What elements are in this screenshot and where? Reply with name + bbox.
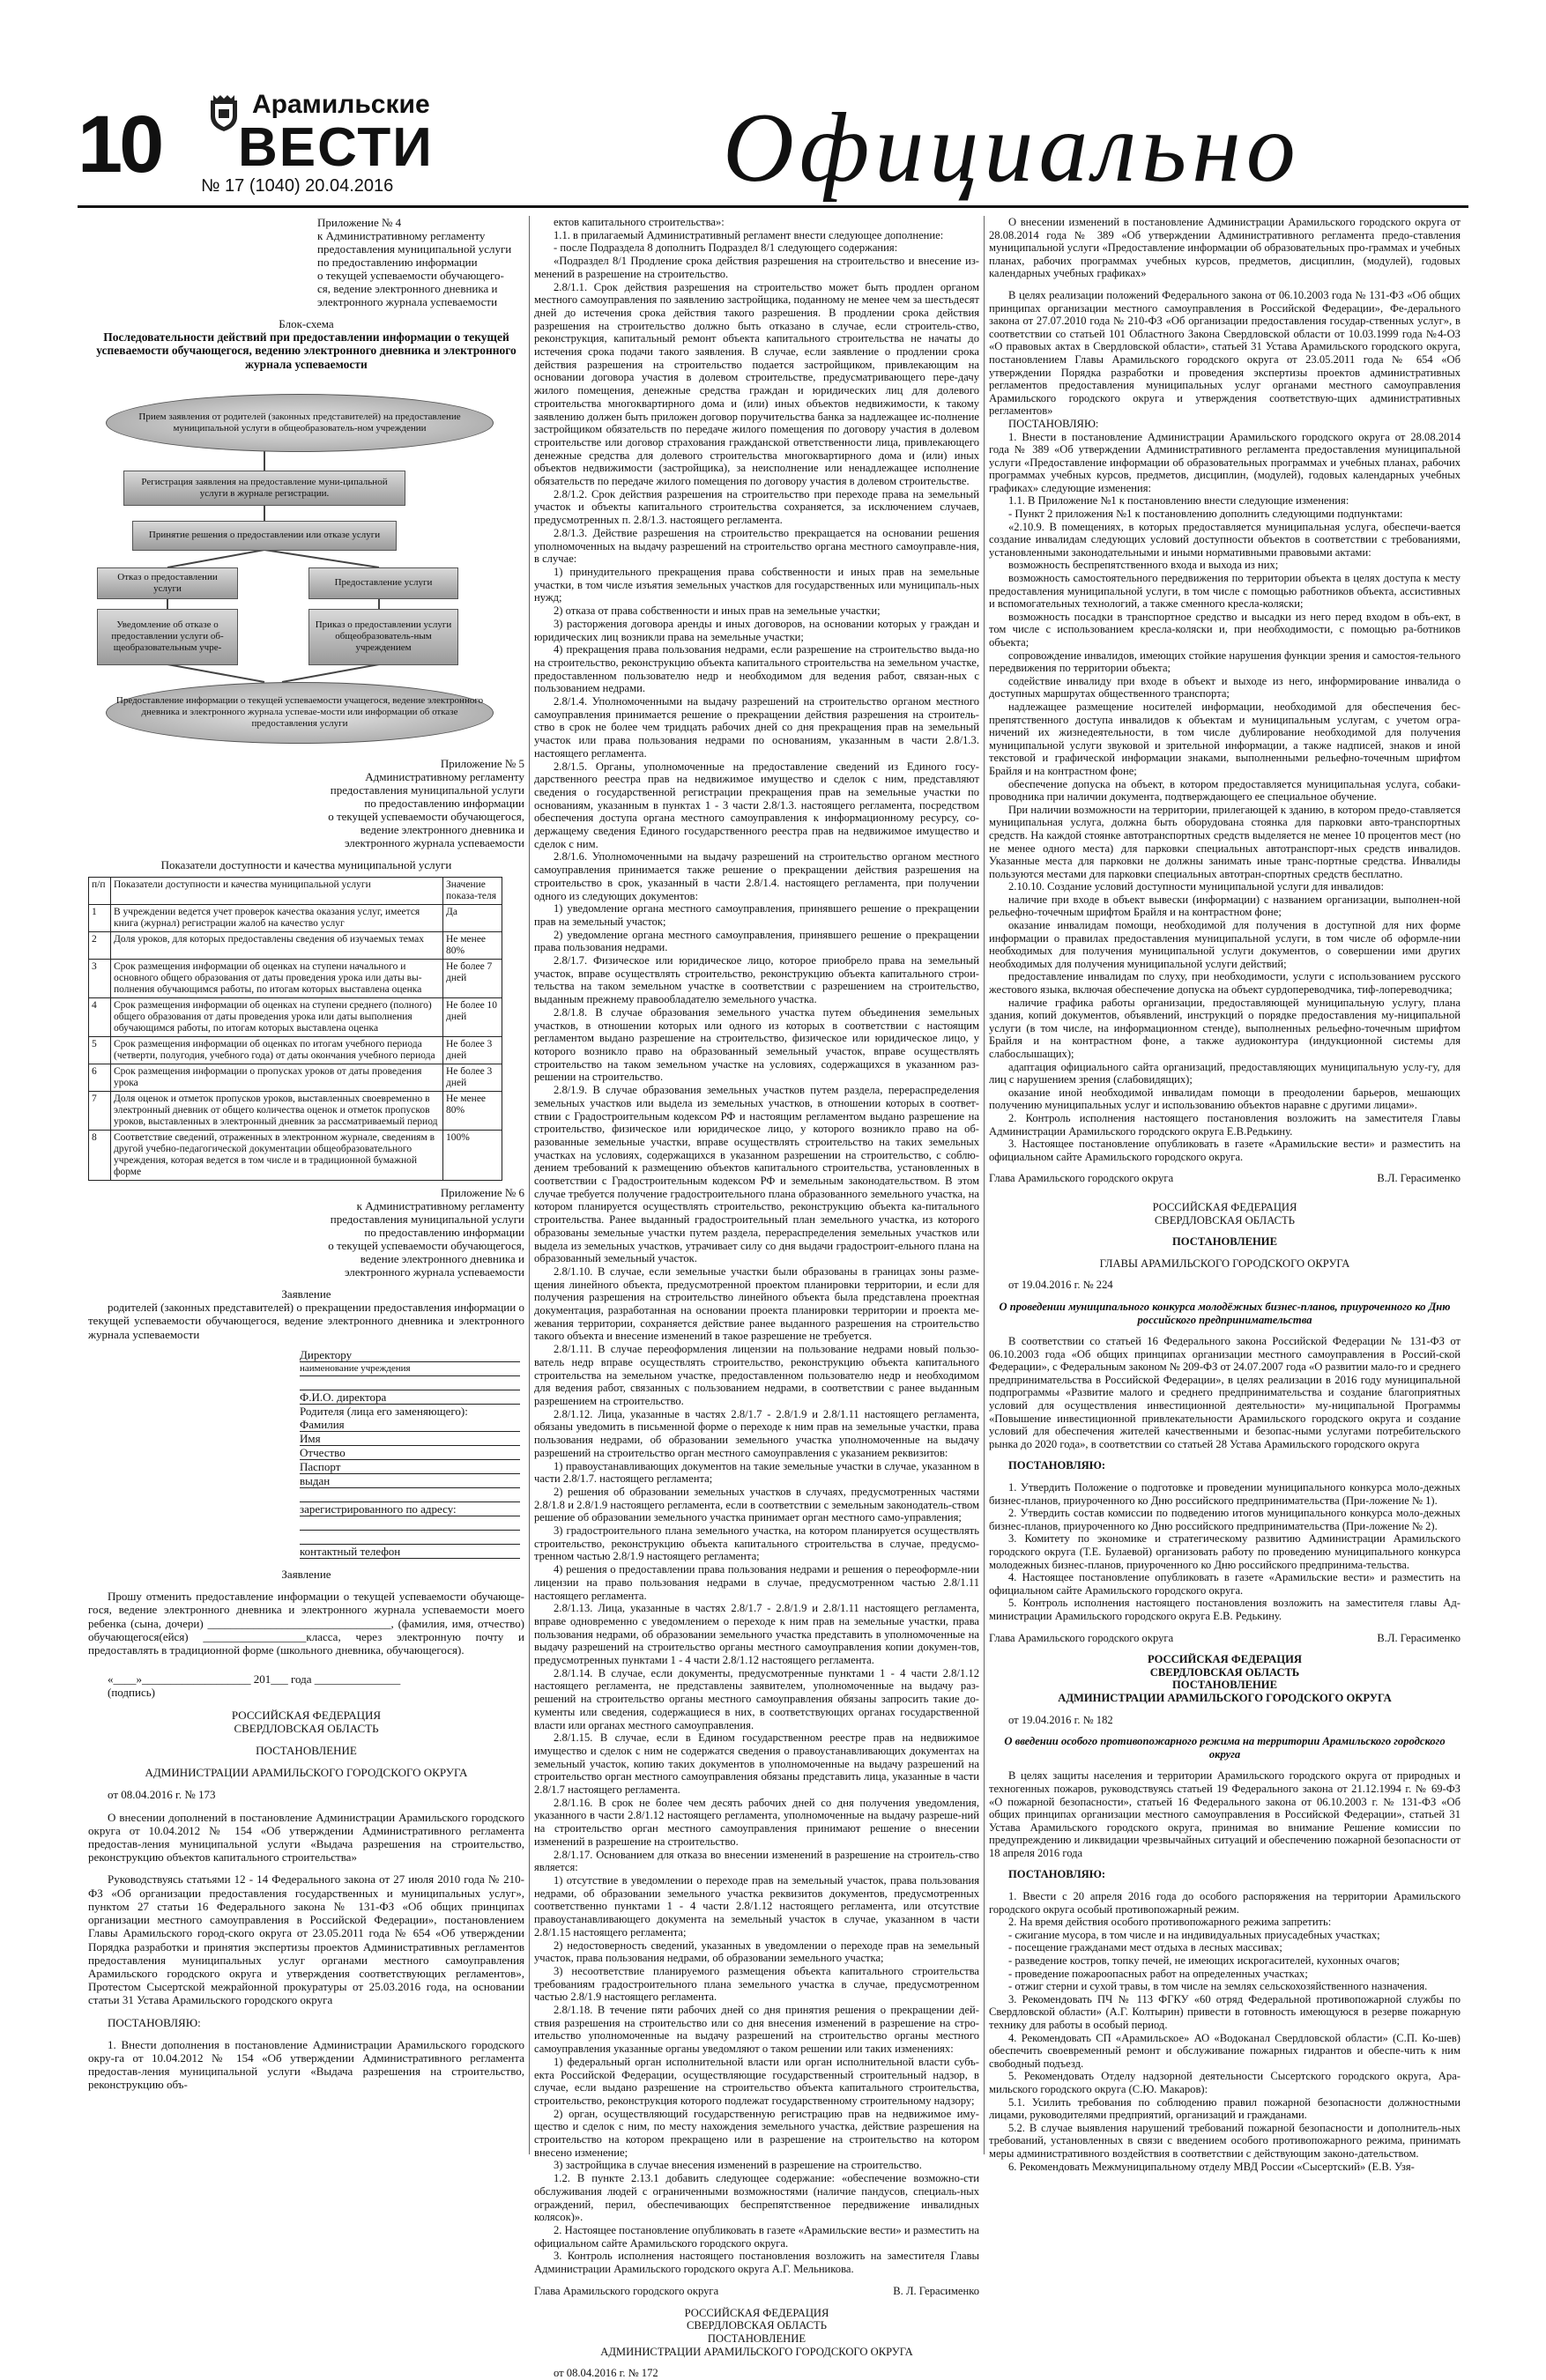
paragraph: 2.8/1.9. В случае образования земельных участков путем раздела, перераспределения земельных участков или выдела из земельных участков, в отношении которых в соответ-ствии с Градостроительным кодексом РФ и настоящим регламентом выдано разрешение на строительство, физическое или юридическое лицо, у которого возникло право на об-разованные земельные участки, вправе осуществлять строительство на таких земельных участках на условиях, содержащихся в указанном разрешении на строительство, с соблю-дением требований к размещению объектов капитального строительства, установленных в соответствии с Градостроительным кодексом РФ и земельным законодательством. В этом случае требуется получение градостроительного плана образованного земельного участка, на котором планируется осуществлять строительство, реконструкцию объекта ка-питального строительства. Ранее выданный градостроительный план земельного участка, из которого образованы земельные участки путем раздела, перераспределения земельных участков или выдела из земельных участков, утрачивает силу со дня выдачи градостроит-ельного плана на образованный земельный участок. bbox=[534, 1084, 979, 1265]
decree-body: В целях защиты населения и территории Арамильского городского округа от природных и техногенных пожаров, руководствуясь статьей 19 Федерального закона от 21.12.1994 г. № 69-ФЗ «О пожарной безопасности», статьей 16 Федерального закона от 06.10.2003 г. № 131-ФЗ «Об общих принципах организации местного самоуправления в Российской Федерации», статьей 31 Устава Арамильского городского округа, принимая во внимание Решение комиссии по предупреждению и ликвидации чрезвычайных ситуаций и обеспечению пожарной безопасности от 18 апреля 2016 года bbox=[989, 1769, 1461, 1859]
text-line: предоставления муниципальной услуги bbox=[330, 1212, 524, 1227]
paragraph: 1.2. В пункте 2.13.1 добавить следующее содержание: «обеспечение возможно-сти обслуживания людей с ограниченными возможностями (наличие пандусов, специаль-ных ограждений, перил, обеспечивающих беспрепятственное передвижение инвалидных колясок)». bbox=[534, 2172, 979, 2224]
paragraph: наличие при входе в объект вывески (информации) с названием организации, выполнен-ной рельефно-точечным шрифтом Брайля и на контрастном фоне; bbox=[989, 893, 1461, 919]
table-cell: 6 bbox=[89, 1064, 111, 1092]
table-cell: Не более 10 дней bbox=[443, 998, 502, 1037]
decree-title: О внесении изменений в постановление Администрации Арамильского городского округа от 28.08.2014 года № 389 «Об утверждении Административного регламента предо-ставления муниципальной услуги «Предоставление информации об образовательных про-граммах и учебных планах, рабочих программах учебных курсов, предметов, дисциплин, (модулей), годовых календарных учебных графиках» bbox=[989, 216, 1461, 280]
paragraph: 2.10.10. Создание условий доступности муниципальной услуги для инвалидов: bbox=[1008, 880, 1384, 893]
paragraph: возможность самостоятельного передвижения по территории объекта в целях доступа к месту предоставления муниципальной услуги, в том числе с помощью работников объекта, ассистивных и вспомогательных технологий, а также сменного кресла-коляски; bbox=[989, 572, 1461, 611]
table-cell: Доля уроков, для которых предоставлены сведения об изучаемых темах bbox=[111, 932, 443, 960]
paragraph: 1) уведомление органа местного самоуправления, принявшего решение о прекращении прав на земельный участок; bbox=[534, 902, 979, 928]
paper-name-top: Арамильские bbox=[252, 90, 430, 119]
paper-name-main: ВЕСТИ bbox=[238, 117, 434, 178]
paragraph: 2) орган, осуществляющий государственную регистрацию прав на недвижимое иму-щество и сделок с ним, по месту нахождения земельного участка, действие разрешения на строительство на котором прекращено или в разрешение на строительство на котором внесено изменение; bbox=[534, 2107, 979, 2159]
decree-body: В соответствии со статьей 16 Федерального закона Российской Федерации № 131-ФЗ от 06.10.2003 года «Об общих принципах организации местного самоуправления в Россий-ской Федерации», с Федеральным законом № 209-ФЗ от 24.07.2007 года «О развитии мало-го и среднего предпринимательства в Российской Федерации», в целях реализации в 2016 году муниципальной подпрограммы «Развитие малого и среднего предпринимательства и создание благоприятных условий для осуществления инвестиционной деятельности» му-ниципальной Программы «Повышение инвестиционной привлекательности Арамильского городского округа и создание условий для обеспечения жителей качественными и безопас-ными услугами потребительского рынка до 2020 года», в соответствии со статьей 28 Устава Арамильского городского округа bbox=[989, 1335, 1461, 1450]
paragraph: 2) отказа от права собственности и иных прав на земельные участки; bbox=[554, 604, 881, 618]
application-intro: родителей (законных представителей) о прекращении предоставления информации о текущей успеваемости обучающегося, ведение электронного дневника и электронного журнала успеваемости bbox=[88, 1301, 524, 1341]
decree-item: - проведение пожароопасных работ на определенных участках; bbox=[1008, 1967, 1308, 1980]
text-line: электронного журнала успеваемости bbox=[317, 295, 498, 308]
paragraph: оказание иной необходимой инвалидам помощи в преодолении барьеров, мешающих получению муниципальных услуг и использованию объектов наравне с другими лицами». bbox=[989, 1086, 1461, 1112]
paragraph: содействие инвалиду при входе в объект и выходе из него, информирование инвалида о доступных маршрутах общественного транспорта; bbox=[989, 674, 1461, 701]
form-line: Родителя (лица его заменяющего): bbox=[300, 1404, 468, 1418]
paragraph: 1. Внести в постановление Администрации Арамильского городского округа от 28.08.2014 года № 389 «Об утверждении Административного регламента предоставления муниципальной услуги «Предоставление информации об образовательных программах и учебных планах, рабочих программах учебных курсов, предметов, дисциплин, (модулей), годовых календарных учебных графиках» следующие изменения: bbox=[989, 430, 1461, 494]
decree-country: РОССИЙСКАЯ ФЕДЕРАЦИЯ bbox=[684, 2306, 829, 2319]
table-row bbox=[89, 932, 502, 960]
table-cell: Срок размещения информации об оценках по итогам учебного периода (четверти, полугодия, учебного года) от даты окончания учебного периода bbox=[111, 1037, 443, 1064]
paragraph: 2. Контроль исполнения настоящего постановления возложить на заместителя Главы Администрации Арамильского городского округа Е.В.Редькину. bbox=[989, 1111, 1461, 1138]
table-cell: Соответствие сведений, отраженных в электронном журнале, сведениям в другой учебно-педагогической документации общеобразовательного учреждения, которая ведется в том числе и в традиционной бумажной форме bbox=[111, 1131, 443, 1181]
flowchart bbox=[88, 378, 524, 748]
paragraph: ектов капитального строительства»: bbox=[554, 216, 725, 228]
form-line: Директору bbox=[300, 1348, 520, 1362]
decree-body: Руководствуясь статьями 12 - 14 Федерального закона от 27 июля 2010 года № 210-ФЗ «Об организации предоставления государственных и муниципальных услуг», пунктом 27 статьи 16 Федерального закона № 131-ФЗ «Об общих принципах организации местного самоуправления в Российской Федерации», постановлением Главы Арамильского город-ского округа от 23.05.2011 года № 654 «Об утверждении Порядка разработки и принятия экспертизы проектов Административных регламентов предоставления муниципальных услуг органами местного самоуправления Арамильского городского округа и утверждения соответствующих регламентов», Протестом Сысертской межрайонной прокуратуры от 25.03.2016 года, на основании статьи 31 Устава Арамильского городского округа bbox=[88, 1872, 524, 2007]
form-line bbox=[300, 1376, 520, 1390]
text-line: по предоставлению информации bbox=[364, 1226, 524, 1240]
paragraph: 1) правоустанавливающих документов на такие земельные участки в случае, указанном в части 2.8/1.7. настоящего регламента; bbox=[534, 1459, 979, 1486]
text-line: по предоставлению информации bbox=[364, 796, 524, 810]
paragraph: 1.1. В Приложение №1 к постановлению внести следующие изменения: bbox=[1008, 494, 1349, 508]
decree-country: РОССИЙСКАЯ ФЕДЕРАЦИЯ bbox=[1147, 1653, 1303, 1666]
flow-step-order: Приказ о предоставлении услуги общеобразователь-ным учреждением bbox=[308, 609, 458, 665]
scheme-title: Последовательности действий при предоставлении информации о текущей успеваемости обучающегося, ведению электронного дневника и электронного журнала успеваемости bbox=[96, 330, 517, 371]
paragraph: наличие графика работы организации, предоставляющей муниципальную услугу, плана здания, копий документов, объявлений, инструкций о порядке предоставления му-ниципальной услуги (в том числе, на информационном стенде), выполненных рельефно-точечным шрифтом Брайля и на контрастном фоне, а также аудиоконтура (индукционной системы для слабослышащих); bbox=[989, 996, 1461, 1060]
decree-type: ПОСТАНОВЛЕНИЕ bbox=[707, 2332, 806, 2345]
signature-role: Глава Арамильского городского округа bbox=[989, 1631, 1174, 1644]
paragraph: 2.8/1.8. В случае образования земельного участка путем объединения земельных участков, в отношении которых или одного из которых в соответствии с настоящим регламентом выдано разрешение на строительство, физическое или юридическое лицо, у которого возникло право на образованный земельный участок, вправе осуществлять строительство на таком земельном участке на условиях, содержащихся в указанном раз-решении на строительство. bbox=[534, 1005, 979, 1084]
paragraph: 3) градостроительного плана земельного участка, на котором планируется осуществлять строительство, реконструкцию объекта капитального строительства в случае, предусмо-тренном частью 2.8/1.9 настоящего регламента; bbox=[534, 1524, 979, 1563]
decree-item: 2. На время действия особого противопожарного режима запретить: bbox=[1008, 1916, 1332, 1929]
decree-item: 3. Комитету по экономике и стратегическому развитию Администрации Арамильского городского округа (Т.Е. Булаевой) организовать работу по проведению муниципального конкурса молодежных бизнес-планов, приуроченного ко Дню российского предпринима-тельства. bbox=[989, 1532, 1461, 1571]
form-line: контактный телефон bbox=[300, 1545, 520, 1559]
paragraph: 2.8/1.12. Лица, указанные в частях 2.8/1.7 - 2.8/1.9 и 2.8/1.11 настоящего регламента, обязаны уведомить в письменной форме о переходе к ним прав на земельные участки, права пользования недрами, об образовании земельного участка уполномоченные на выдачу разрешений на строительство орган местного самоуправления с указанием реквизитов: bbox=[534, 1407, 979, 1459]
table-cell: 8 bbox=[89, 1131, 111, 1181]
table-header-cell: Показатели доступности и качества муниципальной услуги bbox=[111, 878, 443, 905]
paragraph: 2) уведомление органа местного самоуправления, принявшего решение о прекращении права пользования недрами. bbox=[534, 928, 979, 954]
table-cell: 100% bbox=[443, 1131, 502, 1181]
signature-name: В.Л. Герасименко bbox=[1377, 1172, 1461, 1185]
signature-name: В. Л. Герасименко bbox=[893, 2284, 979, 2297]
text-line: ся, ведение электронного дневника и bbox=[317, 282, 498, 295]
paragraph: возможность посадки в транспортное средство и высадки из него перед входом в объ-ект, в том числе с использованием кресла-коляски и, при необходимости, с помощью ра-ботников объекта; bbox=[989, 610, 1461, 649]
paragraph: надлежащее размещение носителей информации, необходимой для обеспечения бес-препятственного доступа инвалидов к объектам и муниципальным услугам, с учетом огра-ничений их жизнедеятельности, в том числе дублирование необходимой для получения муниципальной услуги звуковой и зрительной информации, а также надписей, знаков и иной текстовой и графической информации знаками, выполненными рельефно-точечным шрифтом Брайля и на контрастном фоне; bbox=[989, 700, 1461, 777]
form-line: Имя bbox=[300, 1432, 520, 1446]
paragraph: оказание инвалидам помощи, необходимой для получения в доступной для них форме информации о правилах предоставления муниципальной услуги, в том числе об оформле-нии необходимых для получения муниципальной услуги документов, о совершении ими других необходимых для получения муниципальной услуги действий; bbox=[989, 919, 1461, 970]
decree-type: ПОСТАНОВЛЕНИЕ bbox=[256, 1744, 357, 1758]
signature-line bbox=[534, 2285, 979, 2298]
decree-type: ПОСТАНОВЛЕНИЕ bbox=[1172, 1235, 1277, 1249]
issue-number: № 17 (1040) 20.04.2016 bbox=[201, 176, 394, 196]
decree-item: 2. Утвердить состав комиссии по подведению итогов муниципального конкурса моло-дежных бизнес-планов, приуроченного ко Дню российского предпринимательства (При-ложение № 2). bbox=[989, 1507, 1461, 1532]
date-line: «____»___________________ 201___ года _______________ bbox=[108, 1672, 401, 1687]
signature-role: Глава Арамильского городского округа bbox=[989, 1172, 1174, 1185]
decree-region: СВЕРДЛОВСКАЯ ОБЛАСТЬ bbox=[234, 1721, 379, 1735]
paragraph: 2) недостоверность сведений, указанных в уведомлении о переходе прав на земельный участок, права пользования недрами, об образовании земельного участка; bbox=[534, 1939, 979, 1965]
text-line: ведение электронного дневника и bbox=[360, 822, 524, 836]
decree-item: - разведение костров, топку печей, не имеющих искрогасителей, кухонных очагов; bbox=[1008, 1954, 1401, 1968]
decree-authority: АДМИНИСТРАЦИИ АРАМИЛЬСКОГО ГОРОДСКОГО ОКРУГА bbox=[600, 2345, 913, 2358]
paragraph: 2.8/1.4. Уполномоченными на выдачу разрешений на строительство органом местного самоуправления принимается решение о прекращении действия разрешения на строитель-ство в срок не более чем тридцать рабочих дней со дня прекращения прав на земельный участок или права пользования недрами по основаниям, указанным в части 2.8/1.3. настоящего регламента. bbox=[534, 695, 979, 760]
paragraph: 2.8/1.6. Уполномоченными на выдачу разрешений на строительство органом местного самоуправления принимается также решение о прекращении действия разрешения на строительство в срок, указанный в части 2.8/1.4. настоящего регламента, при получении одного из следующих документов: bbox=[534, 850, 979, 902]
appendix-4-heading bbox=[317, 216, 524, 308]
signature-line bbox=[989, 1172, 1461, 1185]
table-cell: Срок размещения информации об оценках на ступени начального и основного общего образования от даты проведения урока или даты вы-полнения обучающимся работы, по итогам которых выставлена оценка bbox=[111, 960, 443, 998]
form-line: Ф.И.О. директора bbox=[300, 1390, 520, 1405]
text-line: Приложение № 4 bbox=[317, 216, 402, 229]
paragraph: 3) застройщика в случае внесения изменений в разрешение на строительство. bbox=[554, 2159, 922, 2172]
text-line: к Административному регламенту bbox=[317, 229, 486, 242]
table-row bbox=[89, 1064, 502, 1092]
paragraph: 4) прекращения права пользования недрами, если разрешение на строительство выда-но на строительство, реконструкцию объекта капитального строительства на земельном участке, предоставленном пользователю недр и необходимом для ведения работ, связан-ных с пользованием недрами. bbox=[534, 643, 979, 695]
table-title: Показатели доступности и качества муниципальной услуги bbox=[160, 857, 452, 871]
table-row bbox=[89, 905, 502, 932]
decree-resolve: ПОСТАНОВЛЯЮ: bbox=[1008, 1868, 1106, 1881]
decree-item: 5.2. В случае выявления нарушений требований пожарной безопасности и дополнитель-ных требований, установленных в связи с введением особого противопожарного режима, принимать меры административного воздействия в соответствии с действующим законо-дательством. bbox=[989, 2121, 1461, 2160]
table-row bbox=[89, 1092, 502, 1131]
decree-item: - посещение гражданами мест отдыха в лесных массивах; bbox=[1008, 1941, 1282, 1954]
decree-country: РОССИЙСКАЯ ФЕДЕРАЦИЯ bbox=[231, 1708, 382, 1722]
decree-date: от 19.04.2016 г. № 224 bbox=[1008, 1279, 1113, 1292]
paragraph: ПОСТАНОВЛЯЮ: bbox=[1008, 417, 1099, 430]
paragraph: 4) решения о предоставлении права пользования недрами и решения о переоформле-нии лицензии на право пользования недрами в случае, предусмотренном частью 2.8/1.11 настоящего регламента. bbox=[534, 1563, 979, 1602]
regulation-text bbox=[534, 216, 979, 2276]
signature-note: (подпись) bbox=[108, 1686, 155, 1700]
table-row bbox=[89, 1037, 502, 1064]
signature-role: Глава Арамильского городского округа bbox=[534, 2284, 719, 2297]
paragraph: В целях реализации положений Федерального закона от 06.10.2003 года № 131-ФЗ «Об общих принципах организации местного самоуправления в Российской Федерации», Фе-дерального закона от 27.07.2010 года № 210-ФЗ «Об организации предоставления государ-ственных услуг», в соответствии со статьей 101 Областного Закона Свердловской области от 10.03.1999 года №4-ОЗ «О правовых актах в Свердловской области», статьей 31 Устава Арамильского городского округа, постановлением Главы Арамильского городского округа от 23.05.2011 года № 654 «Об утверждении Порядка разработки и проведения экспертизы проектов административных регламентов предоставления муниципальных услуг органами местного самоуправления Арамильского городского округа и утверждения соответствую-щих административных регламентов» bbox=[989, 288, 1461, 418]
table-header-cell: Значение показа-теля bbox=[443, 878, 502, 905]
form-line: наименование учреждения bbox=[300, 1362, 520, 1376]
text-line: предоставления муниципальной услуги bbox=[330, 782, 524, 797]
table-header-row bbox=[89, 878, 502, 905]
table-row bbox=[89, 960, 502, 998]
form-line: зарегистрированного по адресу: bbox=[300, 1502, 520, 1516]
column-divider bbox=[529, 216, 530, 2154]
decree-item: 4. Настоящее постановление опубликовать в газете «Арамильские вести» и разместить на официальном сайте Арамильского городского округа. bbox=[989, 1571, 1461, 1597]
table-cell: Не менее 80% bbox=[443, 1092, 502, 1131]
paragraph: обеспечение допуска на объект, в котором предоставляется муниципальная услуга, собаки-проводника при наличии документа, подтверждающего ее специальное обучение. bbox=[989, 777, 1461, 804]
paragraph: 2.8/1.10. В случае, если земельные участки были образованы в границах зоны разме-щения линейного объекта, предусмотренной проектом планировки территории, и если для получения разрешения на строительство линейного объекта была представлена проектная документация, разработанная на основании проекта планировки территории и проекта ме-жевания территории, сохраняется действие ранее выданного разрешения на строительство такого объекта и внесение изменений в такое разрешение не требуется. bbox=[534, 1264, 979, 1343]
decree-item: 6. Рекомендовать Межмуниципальному отделу МВД России «Сысертский» (Е.В. Узя- bbox=[1008, 2160, 1415, 2173]
decree-item: 3. Рекомендовать ПЧ № 113 ФГКУ «60 отряд Федеральной противопожарной службы по Свердловской области» (А.Г. Колтырин) привести в готовность имеющуюся в резерве пожарную технику для работы в особый период. bbox=[989, 1992, 1461, 2031]
flow-step-refusal: Отказ о предоставлении услуги bbox=[97, 567, 238, 599]
paragraph: 1) федеральный орган исполнительной власти или орган исполнительной власти субъ-екта Российской Федерации, осуществляющие государственный строительный надзор, в случае, если выдано разрешение на строительство объекта капитального строительства, строительство, реконструкция которого подлежат государственному строительному надзору; bbox=[534, 2055, 979, 2107]
decree-items bbox=[989, 1890, 1461, 2173]
table-row bbox=[89, 1131, 502, 1181]
application-label: Заявление bbox=[281, 1287, 331, 1301]
form-line bbox=[300, 1531, 520, 1545]
application-label-2: Заявление bbox=[281, 1568, 331, 1582]
decree-date: от 08.04.2016 г. № 173 bbox=[108, 1788, 216, 1802]
paragraph: 2.8/1.1. Срок действия разрешения на строительство может быть продлен органом местного самоуправления по заявлению застройщика, поданному не менее чем за шестьдесят дней до истечения срока действия такого разрешения. В продлении срока действия разрешения на строительство должно быть отказано в случае, если строитель-ство, реконструкция, капитальный ремонт объекта капитального строительства не начаты до истечения срока подачи такого заявления. В случае, если заявление о продлении срока действия разрешения на строительство подается застройщиком, привлекающим на основании договора участия в долевом строительстве, предусматривающего пере-дачу жилого помещения, денежные средства граждан и юридических лиц для долевого строительства многоквартирного дома и (или) иных объектов недвижимости, к такому заявлению должен быть приложен договор поручительства банка за надлежащее ис-полнение застройщиком обязательств по передаче жилого помещения по договору участия в долевом строительстве или договор страхования гражданской ответственности лица, привлекающего денежные средства для долевого строительства многоквартирного дома и (или) иных объектов недвижимости (застройщика), за неисполнение или ненадлежащее исполнение обязательств по передаче жилого помещения по договору участия в долевом строительстве. bbox=[534, 280, 979, 488]
flow-step-decision: Принятие решения о предоставлении или отказе услуги bbox=[132, 521, 397, 551]
paragraph: 2.8/1.17. Основанием для отказа во внесении изменений в разрешение на строитель-ство является: bbox=[534, 1848, 979, 1874]
table-cell: Доля оценок и отметок пропусков уроков, выставленных своевременно в электронный дневник от общего количества оценок и отметок пропусков уроков, выставленных в электронный дневник за рассматриваемый период bbox=[111, 1092, 443, 1131]
paragraph: 2.8/1.14. В случае, если документы, предусмотренные пунктами 1 - 4 части 2.8/1.12 настоящего регламента, не представлены заявителем, уполномоченные на выдачу раз-решений на строительство органы местного самоуправления обязаны запросить такие до-кументы или сведения, содержащиеся в них, в соответствующих органах государственной власти или органах местного самоуправления. bbox=[534, 1666, 979, 1731]
signature-line bbox=[989, 1632, 1461, 1645]
decree-item: 4. Рекомендовать СП «Арамильское» АО «Водоканал Свердловской области» (С.П. Ко-шев) обеспечить своевременный ремонт и обслуживание пожарных гидрантов и обеспе-чить к ним свободный подъезд. bbox=[989, 2031, 1461, 2070]
decree-region: СВЕРДЛОВСКАЯ ОБЛАСТЬ bbox=[1155, 1213, 1295, 1227]
table-cell: Срок размещения информации о пропусках уроков от даты проведения урока bbox=[111, 1064, 443, 1092]
paragraph: 3) расторжения договора аренды и иных договоров, на основании которых у граждан и юридических лиц возникли права на земельные участки; bbox=[534, 617, 979, 643]
application-form bbox=[300, 1348, 520, 1559]
decree-item: 1. Ввести с 20 апреля 2016 года до особого распоряжения на территории Арамильского городского округа особый противопожарный режим. bbox=[989, 1890, 1461, 1916]
paragraph: 2) решения об образовании земельных участков в случаях, предусмотренных частями 2.8/1.8 и 2.8/1.9 настоящего регламента, если в соответствии с земельным законодатель-ством решение об образовании земельного участка принимает орган местного само-управления; bbox=[534, 1485, 979, 1524]
table-cell: Не более 3 дней bbox=[443, 1037, 502, 1064]
form-line bbox=[300, 1516, 520, 1531]
paragraph: 2.8/1.7. Физическое или юридическое лицо, которое приобрело права на земельный участок, вправе осуществлять строительство, реконструкцию объекта капитального строи-тельства на таком земельном участке в соответствии с разрешением на строительство, выданным прежнему правообладателю земельного участка. bbox=[534, 954, 979, 1006]
table-cell: Да bbox=[443, 905, 502, 932]
paragraph: «Подраздел 8/1 Продление срока действия разрешения на строительство и внесение из-менений в разрешение на строительство. bbox=[534, 255, 979, 280]
column-divider bbox=[984, 216, 985, 2154]
paragraph: - после Подраздела 8 дополнить Подраздел 8/1 следующего содержания: bbox=[554, 241, 898, 255]
text-line: Приложение № 5 bbox=[440, 756, 524, 770]
paragraph: возможность беспрепятственного входа и выхода из них; bbox=[1008, 559, 1279, 572]
form-line: выдан bbox=[300, 1474, 520, 1488]
decree-date: от 19.04.2016 г. № 182 bbox=[1008, 1713, 1113, 1726]
paragraph: 2.8/1.15. В случае, если в Едином государственном реестре прав на недвижимое имущество и сделок с ним не содержатся сведения о правоустанавливающих документах на земельный участок, копию таких документов в уполномоченные на выдачу разрешений на строительство орган местного самоуправления обязаны представить лица, указанные в части 2.8/1.7 настоящего регламента. bbox=[534, 1731, 979, 1797]
column-2 bbox=[534, 216, 979, 2380]
text-line: Приложение № 6 bbox=[440, 1186, 524, 1200]
paragraph: предоставление инвалидам по слуху, при необходимости, услуги с использованием русского жестового языка, включая обеспечение допуска на объект сурдопереводчика, тиф-лопереводчика; bbox=[989, 970, 1461, 997]
text-line: о текущей успеваемости обучающего- bbox=[317, 269, 504, 282]
decree-resolve: ПОСТАНОВЛЯЮ: bbox=[1008, 1459, 1106, 1472]
flow-step-provide: Предоставление услуги bbox=[308, 567, 458, 599]
table-cell: Не более 7 дней bbox=[443, 960, 502, 998]
paragraph: 2. Настоящее постановление опубликовать в газете «Арамильские вести» и разместить на официальном сайте Арамильского городского округа. bbox=[534, 2223, 979, 2250]
flow-step-result: Предоставление информации о текущей успеваемости учащегося, ведение электронного дневника и электронного журнала успевае-мости или информации об отказе предоставления услуги bbox=[106, 682, 494, 744]
form-line: Паспорт bbox=[300, 1460, 520, 1474]
text-line: о текущей успеваемости обучающегося, bbox=[328, 1239, 524, 1253]
newspaper-logo bbox=[203, 86, 434, 178]
decree-region: СВЕРДЛОВСКАЯ ОБЛАСТЬ bbox=[687, 2319, 827, 2332]
table-cell: 3 bbox=[89, 960, 111, 998]
decree-title: О введении особого противопожарного режима на территории Арамильского городского округа bbox=[1004, 1735, 1446, 1761]
flow-step-receive: Прием заявления от родителей (законных представителей) на предоставление муниципальной услуги в общеобразователь-ном учреждении bbox=[106, 394, 494, 452]
decree-item: 5. Рекомендовать Отделу надзорной деятельности Сысертского городского округа, Ара-мильского городского округа (С.Ю. Макаров): bbox=[989, 2070, 1461, 2095]
text-line: о текущей успеваемости обучающегося, bbox=[328, 809, 524, 823]
decree-authority: АДМИНИСТРАЦИИ АРАМИЛЬСКОГО ГОРОДСКОГО ОКРУГА bbox=[145, 1766, 468, 1780]
paragraph: При наличии возможности на территории, прилегающей к зданию, в котором предо-ставляется муниципальная услуга, должна быть оборудована стоянка для парковки авто-транспортных средств. На каждой стоянке автотранспортных средств выделяется не менее 10 процентов мест (но не менее одного места) для парковки специальных автотранспорт-ных средств инвалидов. Указанные места для парковки не должны занимать иные транс-портные средства. Инвалиды пользуются местами для парковки специальных автотран-спортных средств бесплатно. bbox=[989, 803, 1461, 880]
decree-country: РОССИЙСКАЯ ФЕДЕРАЦИЯ bbox=[1152, 1200, 1297, 1213]
column-1 bbox=[88, 216, 524, 2092]
text-line: электронного журнала успеваемости bbox=[344, 1265, 524, 1279]
paragraph: 2.8/1.13. Лица, указанные в частях 2.8/1.7 - 2.8/1.9 и 2.8/1.11 настоящего регламента, вправе одновременно с уведомлением о переходе к ним прав на земельные участки, права пользования недрами, об образовании земельного участка представить в уполномоченные на выдачу разрешений на строительство органы местного самоуправления копии докумен-тов, предусмотренных пунктами 1 - 4 части 2.8/1.12 настоящего регламента. bbox=[534, 1602, 979, 1667]
paragraph: 1) принудительного прекращения права собственности и иных прав на земельные участки, в том числе изъятия земельных участков для государственных или муниципаль-ных нужд; bbox=[534, 565, 979, 604]
table-cell: 1 bbox=[89, 905, 111, 932]
paragraph: 3. Контроль исполнения настоящего постановления возложить на заместителя Главы Администрации Арамильского городского округа А.Г. Мельникова. bbox=[534, 2250, 979, 2276]
paragraph: адаптация официального сайта организаций, предоставляющих муниципальную услу-гу, для лиц с нарушением зрения (слабовидящих); bbox=[989, 1060, 1461, 1086]
city-crest-icon bbox=[208, 93, 240, 132]
paragraph: сопровождение инвалидов, имеющих стойкие нарушения функции зрения и самостоя-тельного передвижения по территории объекта; bbox=[989, 649, 1461, 675]
decree-item: - сжигание мусора, в том числе и на индивидуальных приусадебных участках; bbox=[1008, 1928, 1380, 1941]
decree-authority: ГЛАВЫ АРАМИЛЬСКОГО ГОРОДСКОГО ОКРУГА bbox=[1099, 1257, 1350, 1270]
paragraph: «2.10.9. В помещениях, в которых предоставляется муниципальная услуга, обеспечи-вается создание инвалидам следующих условий доступности объектов в соответствии с требованиями, установленными законодательными и иными нормативными правовыми актами: bbox=[989, 520, 1461, 559]
decree-item: - отжиг стерни и сухой травы, в том числе на землях сельскохозяйственного назначения. bbox=[1008, 1980, 1428, 1993]
paragraph: 3. Настоящее постановление опубликовать в газете «Арамильские вести» и разместить на официальном сайте Арамильского городского округа. bbox=[989, 1138, 1461, 1163]
decree-item: 1. Утвердить Положение о подготовке и проведении муниципального конкурса моло-дежных бизнес-планов, приуроченного ко Дню российского предпринимательства (При-ложение № 1). bbox=[989, 1481, 1461, 1507]
decree-body bbox=[989, 289, 1461, 1163]
table-cell: 4 bbox=[89, 998, 111, 1037]
table-cell: В учреждении ведется учет проверок качества оказания услуг, имеется книга (журнал) регистрации жалоб на качество услуг bbox=[111, 905, 443, 932]
table-cell: 5 bbox=[89, 1037, 111, 1064]
decree-item: 5.1. Усилить требования по соблюдению правил пожарной безопасности должностными лицами, руководителями предприятий, организаций и гражданами. bbox=[989, 2095, 1461, 2122]
text-line: к Административному регламенту bbox=[356, 1199, 524, 1213]
paragraph: 2.8/1.18. В течение пяти рабочих дней со дня принятия решения о прекращении дей-ствия разрешения на строительство или со дня внесения изменений в разрешение на стро-ительство уполномоченные на выдачу разрешений на строительство органы местного самоуправления указанные органы уведомляют о таком решении или таких изменениях: bbox=[534, 2004, 979, 2056]
table-cell: Срок размещения информации об оценках на ступени среднего (полного) общего образования от даты проведения урока или даты выполнения обучающимся работы, по итогам которых выставлена оценка bbox=[111, 998, 443, 1037]
masthead-rule bbox=[78, 205, 1468, 208]
table-row bbox=[89, 998, 502, 1037]
paragraph: 3) несоответствие планируемого размещения объекта капитального строительства требованиям градостроительного плана земельного участка в случае, предусмотренном частью 2.8/1.9 настоящего регламента. bbox=[534, 1964, 979, 2004]
form-line bbox=[300, 1488, 520, 1502]
paragraph: 1) отсутствие в уведомлении о переходе прав на земельный участок, права пользования недрами, об образовании земельного участка реквизитов документов, предусмотренных соответственно пунктами 1 - 4 части 2.8/1.12 настоящего регламента, или отсутствие правоустанавливающего документа на земельный участок в случае, указанном в части 2.8/1.15 настоящего регламента; bbox=[534, 1874, 979, 1939]
text-line: по предоставлению информации bbox=[317, 256, 478, 269]
decree-items bbox=[989, 1481, 1461, 1623]
paragraph: 2.8/1.11. В случае переоформления лицензии на пользование недрами новый пользо-ватель недр вправе осуществлять строительство, реконструкцию объекта капитального строительства на земельном участке, предоставленном пользователю недр и необходимом для ведения работ, связанных с пользованием недрами, в соответствии с ранее выданным разрешением на строительство. bbox=[534, 1343, 979, 1407]
text-line: электронного журнала успеваемости bbox=[344, 835, 524, 849]
decree-item: 1. Внести дополнения в постановление Администрации Арамильского городского окру-га от 10.04.2012 № 154 «Об утверждении Административного регламента предостав-ления муниципальной услуги «Выдача разрешения на строительство, реконструкцию объ- bbox=[88, 2037, 524, 2092]
page-number: 10 bbox=[78, 100, 161, 189]
paragraph: 2.8/1.16. В срок не более чем десять рабочих дней со дня получения уведомления, указанного в части 2.8/1.12 настоящего регламента, уполномоченные на выдачу разреше-ний на строительство орган местного самоуправления принимают решение о внесении изменений в разрешение на строительство. bbox=[534, 1796, 979, 1848]
table-header-cell: п/п bbox=[89, 878, 111, 905]
paragraph: 1.1. в прилагаемый Административный регламент внести следующее дополнение: bbox=[554, 228, 944, 241]
indicators-table bbox=[88, 877, 502, 1181]
signature-name: В.Л. Герасименко bbox=[1377, 1631, 1461, 1644]
paragraph: 2.8/1.2. Срок действия разрешения на строительство при переходе права на земельный участок и объекты капитального строительства сохраняется, за исключением случаев, предусмотренных п. 2.8/1.3. настоящего регламента. bbox=[534, 487, 979, 527]
table-cell: Не менее 80% bbox=[443, 932, 502, 960]
form-line: Отчество bbox=[300, 1446, 520, 1460]
section-title: Официально bbox=[723, 93, 1301, 203]
flow-step-refusal-notice: Уведомление об отказе о предоставлении услуги об-щеобразовательным учре- bbox=[97, 609, 238, 665]
form-line: Фамилия bbox=[300, 1418, 520, 1432]
decree-region: СВЕРДЛОВСКАЯ ОБЛАСТЬ bbox=[1149, 1665, 1300, 1679]
decree-item: 5. Контроль исполнения настоящего постановления возложить на заместителя главы Ад-министрации Арамильского городского округа Е.В. Редькину. bbox=[989, 1597, 1461, 1622]
scheme-label: Блок-схема bbox=[279, 317, 334, 330]
flow-step-register: Регистрация заявления на предоставление муни-ципальной услуги в журнале регистрации. bbox=[123, 471, 405, 506]
appendix-5-heading bbox=[88, 757, 524, 849]
column-3 bbox=[989, 216, 1461, 2173]
paragraph: 2.8/1.3. Действие разрешения на строительство прекращается на основании решения уполномоченных на выдачу разрешений на строительство органа местного самоуправле-ния, в случае: bbox=[534, 526, 979, 566]
text-line: ведение электронного дневника и bbox=[360, 1252, 524, 1266]
text-line: предоставления муниципальной услуги bbox=[317, 242, 512, 256]
decree-date: от 08.04.2016 г. № 172 bbox=[554, 2367, 658, 2380]
text-line: Административному регламенту bbox=[365, 769, 524, 783]
application-body: Прошу отменить предоставление информации о текущей успеваемости обучающе-гося, ведение электронного дневника и электронного журнала успеваемости моего ребенка (сына, дочери) ________________________________, (фамилия, имя, отчество) обучающегося(ейся) __________________класса, через электронную почту и предоставлять в традиционной форме (школьного дневника, обучающегося). bbox=[88, 1590, 524, 1657]
appendix-6-heading bbox=[88, 1186, 524, 1279]
decree-resolve: ПОСТАНОВЛЯЮ: bbox=[108, 2015, 201, 2029]
paragraph: 2.8/1.5. Органы, уполномоченные на предоставление сведений из Единого госу-дарственного реестра прав на недвижимое имущество и сделок с ним, представляют сведения о государственной регистрации прекращения прав на земельные участки по основаниям, указанным в пунктах 1 - 3 части 2.8/1.3. настоящего регламента, посредством обеспечения доступа органа местного самоуправления к информационному ресурсу, со-держащему сведения Единого государственного реестра прав на недвижимое имущество и сделок с ним. bbox=[534, 760, 979, 850]
decree-authority: АДМИНИСТРАЦИИ АРАМИЛЬСКОГО ГОРОДСКОГО ОКРУГА bbox=[1058, 1691, 1392, 1704]
table-cell: Не более 3 дней bbox=[443, 1064, 502, 1092]
table-cell: 2 bbox=[89, 932, 111, 960]
decree-type: ПОСТАНОВЛЕНИЕ bbox=[1172, 1679, 1277, 1692]
decree-title: О внесении дополнений в постановление Администрации Арамильского городского округа от 10.04.2012 № 154 «Об утверждении Административного регламента предостав-ления муниципальной услуги «Выдача разрешения на строительство, реконструкцию объектов капитального строительства» bbox=[88, 1810, 524, 1865]
table-cell: 7 bbox=[89, 1092, 111, 1131]
decree-title: О проведении муниципального конкурса молодёжных бизнес-планов, приуроченного ко Дню российского предпринимательства bbox=[999, 1300, 1451, 1326]
paragraph: - Пункт 2 приложения №1 к постановлению дополнить следующими подпунктами: bbox=[1008, 508, 1403, 521]
